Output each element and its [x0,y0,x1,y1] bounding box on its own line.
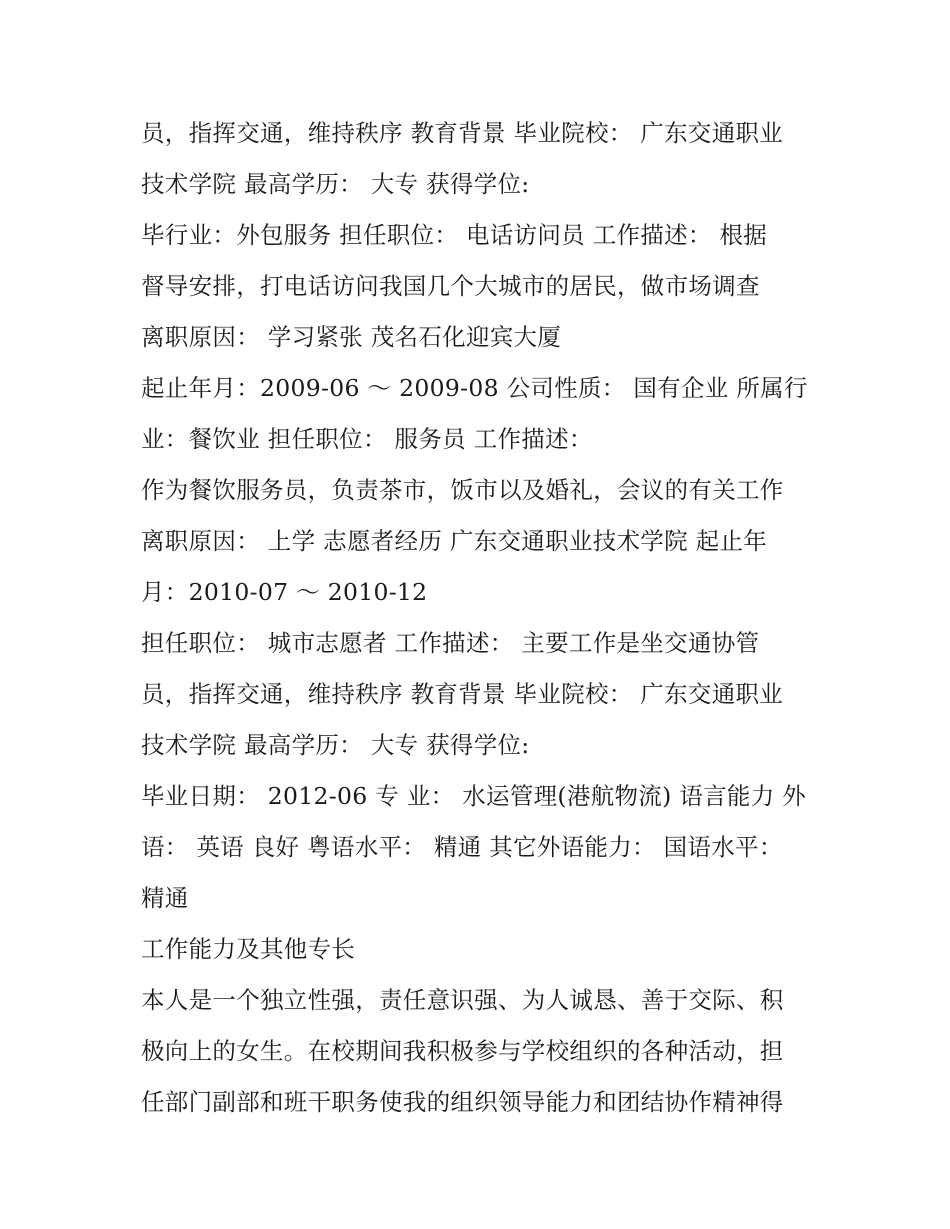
text-line: 起止年月：2009-06 ～ 2009-08 公司性质： 国有企业 所属行 [141,374,808,402]
text-line: 担任职位： 城市志愿者 工作描述： 主要工作是坐交通协管 [141,629,760,657]
text-line: 员，指挥交通，维持秩序 教育背景 毕业院校： 广东交通职业 [141,119,784,147]
text-line: 督导安排，打电话访问我国几个大城市的居民，做市场调查 [141,272,760,300]
text-line: 离职原因： 学习紧张 茂名石化迎宾大厦 [141,323,562,351]
text-line: 离职原因： 上学 志愿者经历 广东交通职业技术学院 起止年 [141,527,768,555]
text-line: 员，指挥交通，维持秩序 教育背景 毕业院校： 广东交通职业 [141,680,784,708]
text-line: 作为餐饮服务员，负责茶市，饭市以及婚礼，会议的有关工作 [141,476,784,504]
text-line: 极向上的女生。在校期间我积极参与学校组织的各种活动，担 [141,1037,784,1065]
text-line: 业：餐饮业 担任职位： 服务员 工作描述： [141,425,593,453]
text-line: 本人是一个独立性强，责任意识强、为人诚恳、善于交际、积 [141,986,784,1014]
text-line: 技术学院 最高学历： 大专 获得学位: [141,731,530,759]
text-line: 毕行业：外包服务 担任职位： 电话访问员 工作描述： 根据 [141,221,768,249]
text-line: 毕业日期： 2012-06 专 业： 水运管理(港航物流) 语言能力 外 [141,782,807,810]
text-line: 任部门副部和班干职务使我的组织领导能力和团结协作精神得 [141,1088,784,1116]
section-heading: 工作能力及其他专长 [141,935,356,963]
text-line: 语： 英语 良好 粤语水平： 精通 其它外语能力： 国语水平： [141,833,783,861]
text-line: 精通 [141,884,189,912]
text-line: 月：2010-07 ～ 2010-12 [141,578,428,606]
body-text [141,108,831,1128]
text-line: 技术学院 最高学历： 大专 获得学位: [141,170,530,198]
